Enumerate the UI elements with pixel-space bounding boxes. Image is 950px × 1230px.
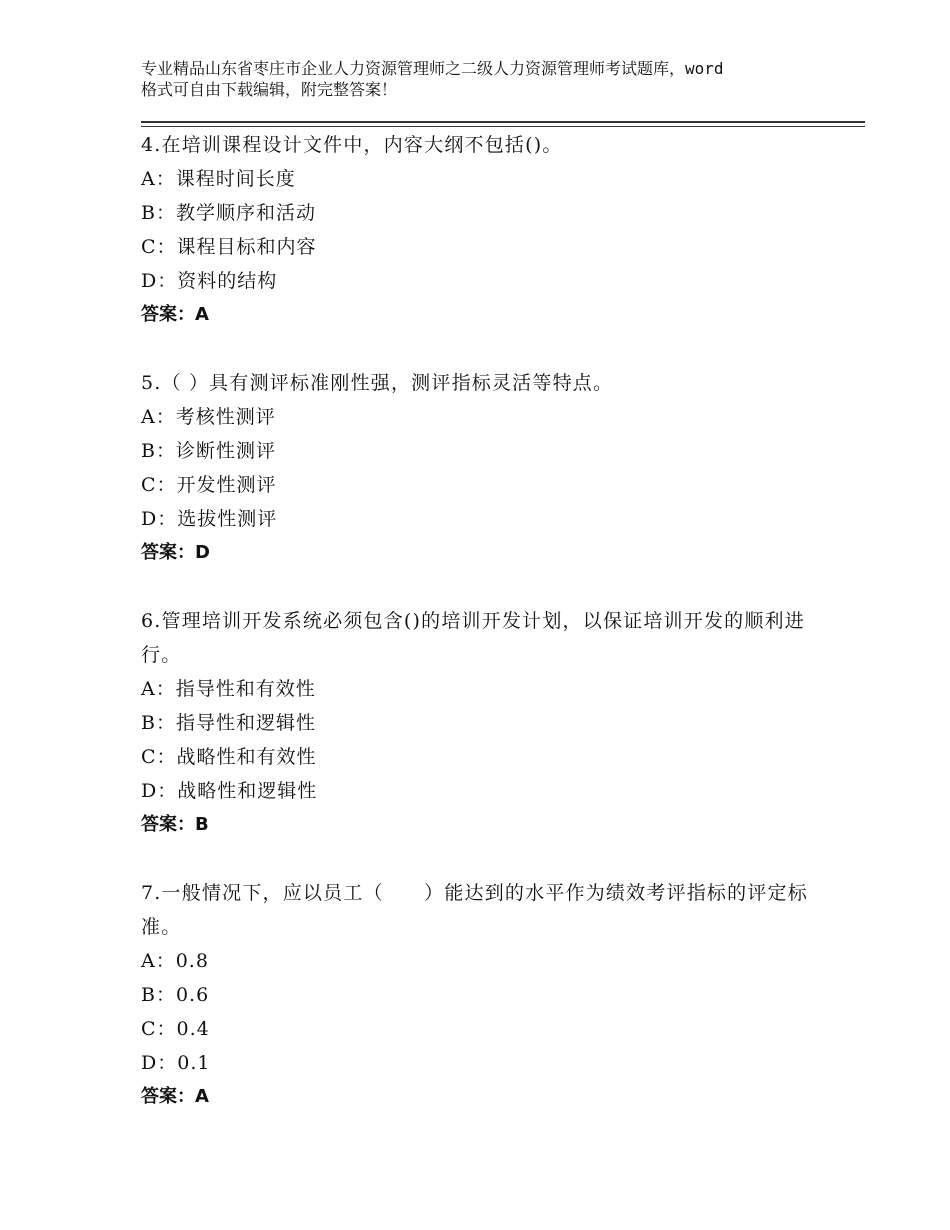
question-stem: 5.（ ）具有测评标准刚性强，测评指标灵活等特点。 [141, 372, 614, 394]
answer: 答案：B [141, 814, 209, 835]
answer: 答案：D [141, 542, 210, 563]
question-stem: 6.管理培训开发系统必须包含()的培训开发计划，以保证培训开发的顺利进行。 [141, 610, 805, 666]
header-rule-thick [141, 121, 865, 123]
option-d: D：选拔性测评 [141, 508, 278, 530]
question-6 [141, 604, 821, 842]
option-b: B：指导性和逻辑性 [141, 712, 316, 734]
answer: 答案：A [141, 304, 209, 325]
question-stem: 7.一般情况下，应以员工（ ）能达到的水平作为绩效考评指标的评定标准。 [141, 882, 808, 938]
answer: 答案：A [141, 1086, 209, 1107]
question-5 [141, 366, 821, 570]
option-c: C：战略性和有效性 [141, 746, 317, 768]
header-line-1: 专业精品山东省枣庄市企业人力资源管理师之二级人力资源管理师考试题库，word [141, 59, 724, 78]
question-4 [141, 128, 821, 332]
option-d: D：战略性和逻辑性 [141, 780, 318, 802]
option-c: C：课程目标和内容 [141, 236, 317, 258]
option-a: A：考核性测评 [141, 406, 276, 428]
option-b: B：诊断性测评 [141, 440, 276, 462]
option-d: D：0.1 [141, 1052, 211, 1074]
option-d: D：资料的结构 [141, 270, 278, 292]
option-a: A：指导性和有效性 [141, 678, 316, 700]
header-rule-thin [141, 126, 865, 127]
document-header [141, 58, 841, 100]
question-list [141, 128, 821, 1148]
option-c: C：开发性测评 [141, 474, 277, 496]
option-b: B：0.6 [141, 984, 210, 1006]
option-a: A：0.8 [141, 950, 209, 972]
option-b: B：教学顺序和活动 [141, 202, 316, 224]
question-7 [141, 876, 821, 1114]
header-line-2: 格式可自由下载编辑，附完整答案！ [141, 80, 398, 99]
question-stem: 4.在培训课程设计文件中，内容大纲不包括()。 [141, 134, 563, 156]
option-a: A：课程时间长度 [141, 168, 296, 190]
option-c: C：0.4 [141, 1018, 210, 1040]
